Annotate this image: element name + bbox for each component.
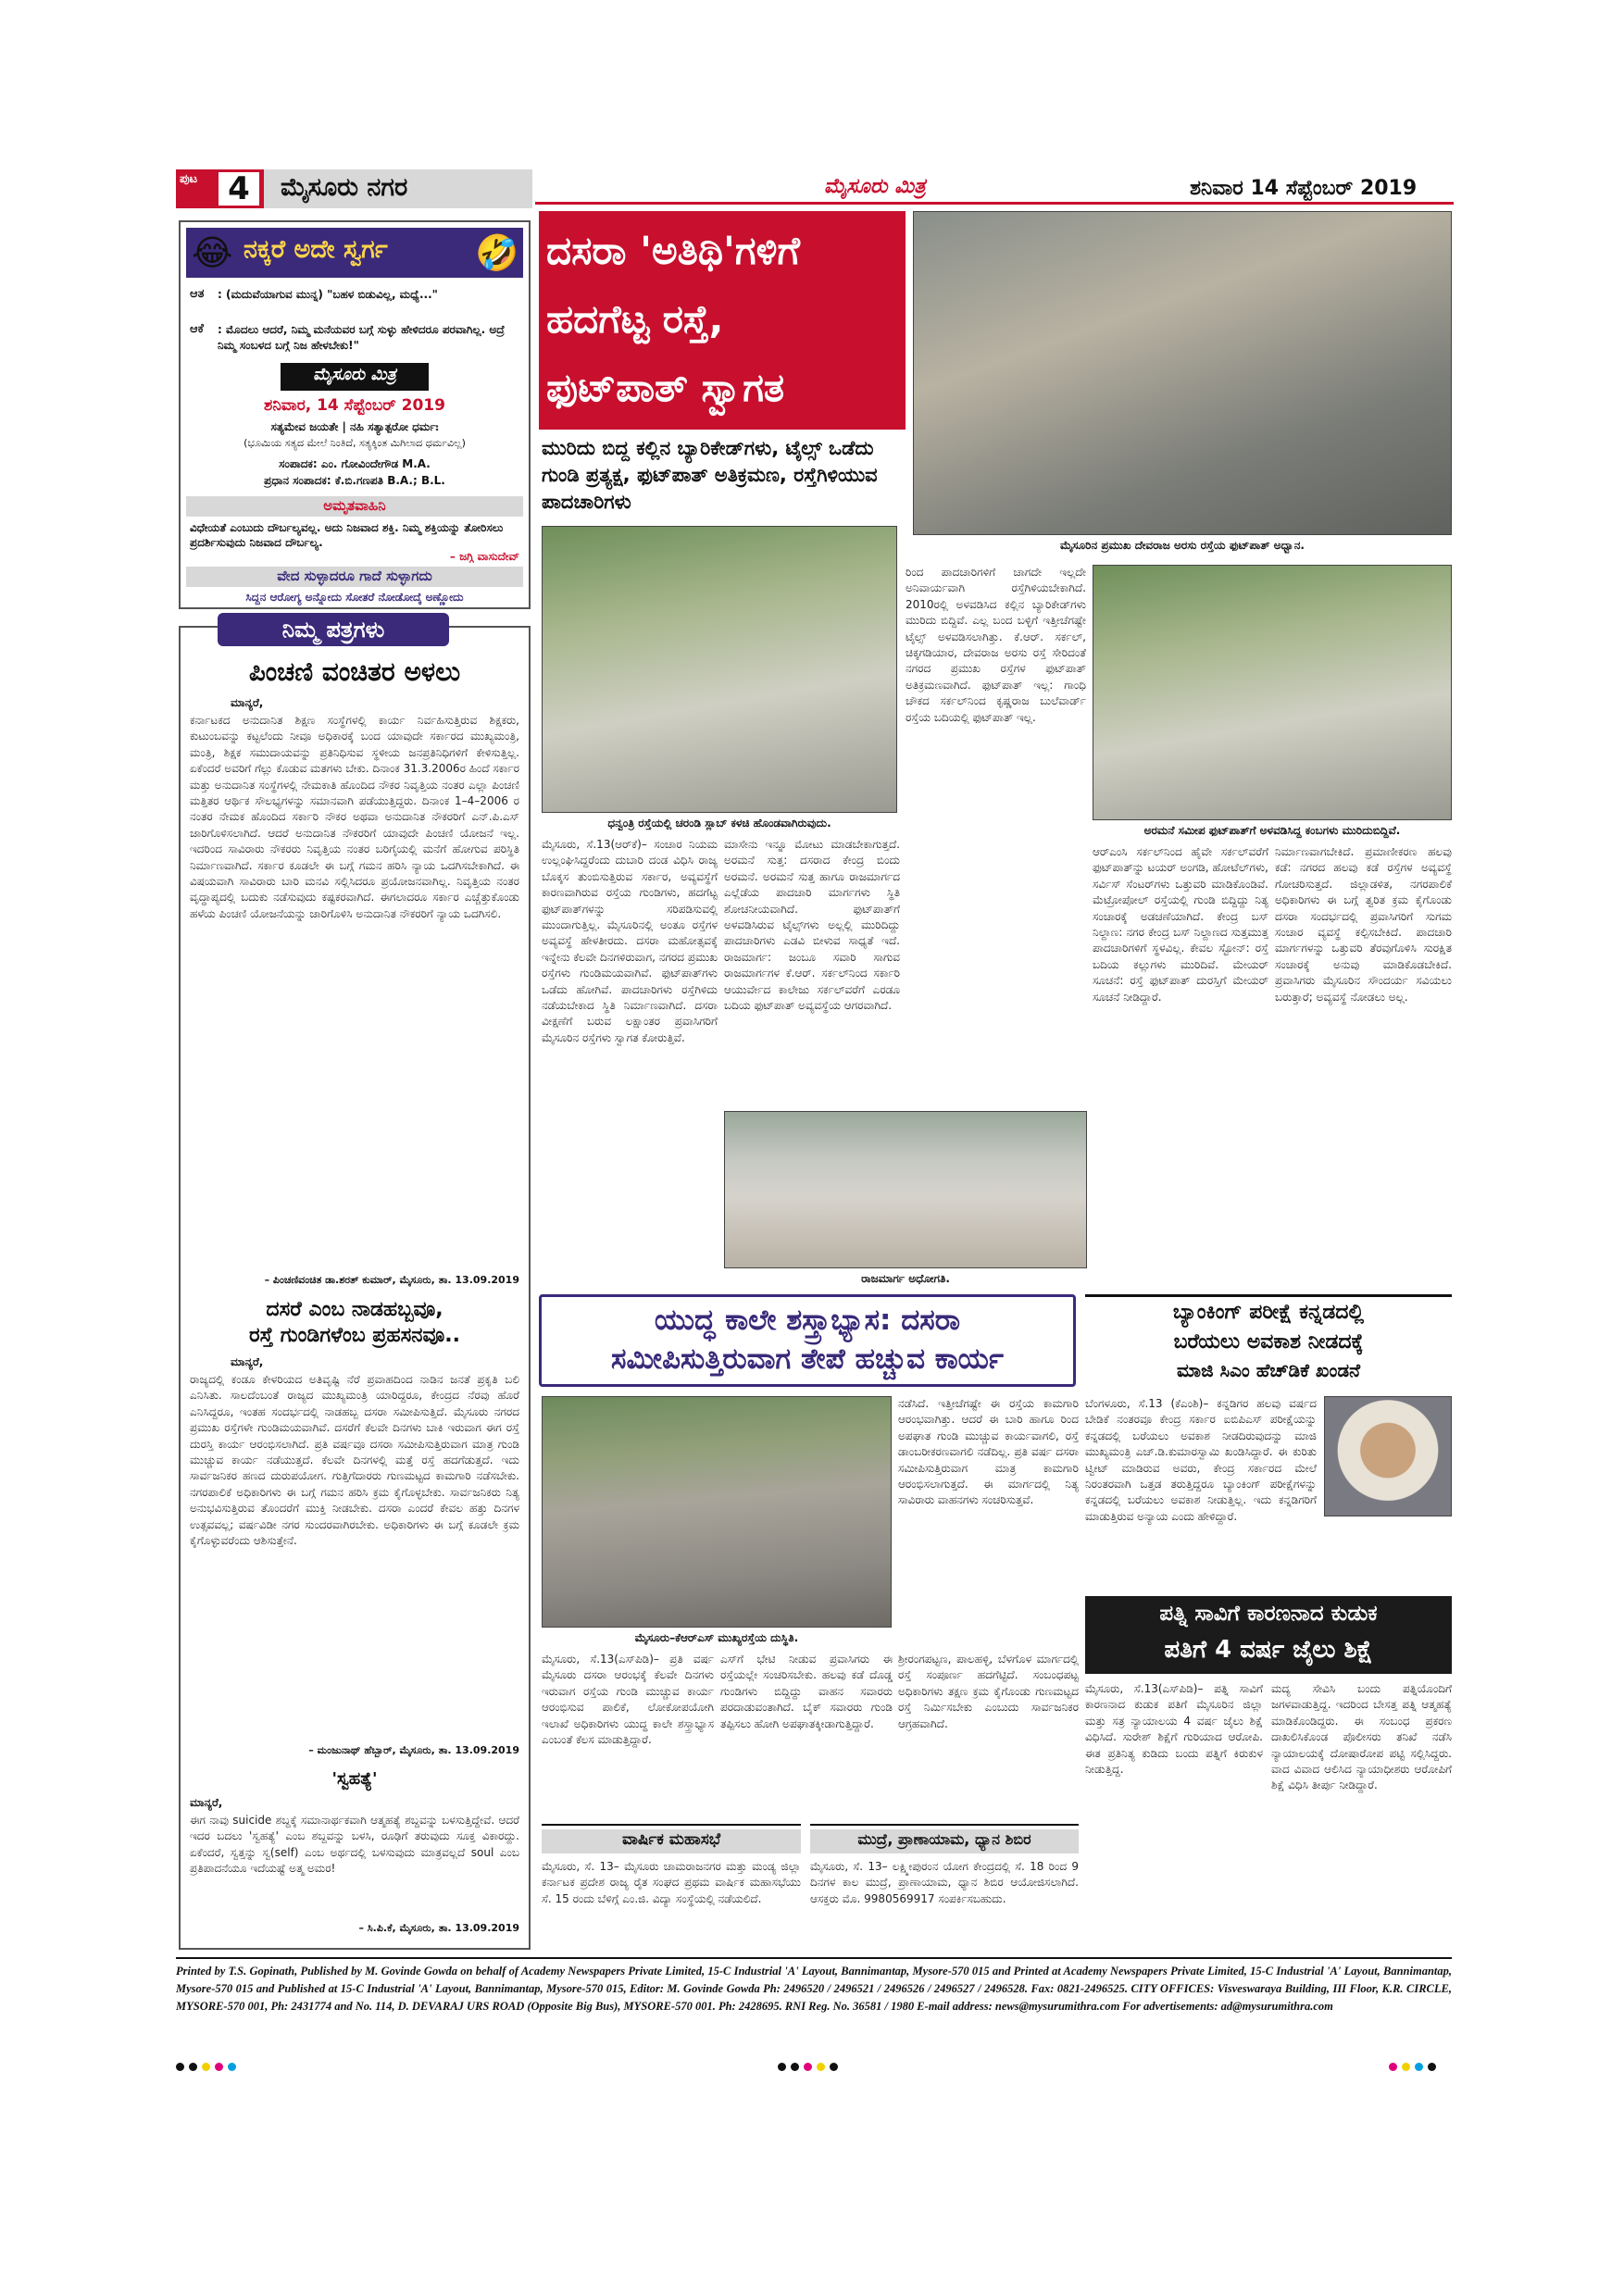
page-number: 4 (228, 170, 250, 207)
letters-section-title: ನಿಮ್ಮ ಪತ್ರಗಳು (281, 617, 385, 643)
humor-banner (186, 228, 523, 278)
humor-title: ನಕ್ಕರೆ ಅದೇ ಸ್ವರ್ಗ (244, 235, 388, 264)
letter-3-greeting: ಮಾನ್ಯರೆ, (190, 1796, 223, 1809)
crime-col-1: ಮೈಸೂರು, ಸೆ.13(ಎಸ್‌ಪಿಡಿ)– ಪತ್ನಿ ಸಾವಿಗೆ ಕಾರಣನಾದ ಕುಡುಕ ಪತಿಗೆ ಮೈಸೂರಿನ ಜಿಲ್ಲಾ ಮತ್ತು ಸತ್ರ ನ್ಯಾಯಾಲಯ 4 ವರ್ಷ ಜೈಲು ಶಿಕ್ಷೆ ವಿಧಿಸಿದೆ. ಸುರೇಶ್ ಶಿಕ್ಷೆಗೆ ಗುರಿಯಾದ ಆರೋಪಿ. ಈತ ಪ್ರತಿನಿತ್ಯ ಕುಡಿದು ಬಂದು ಪತ್ನಿಗೆ ಕಿರುಕುಳ ನೀಡುತ್ತಿದ್ದ. (1085, 1682, 1263, 1777)
letter-3-signature: – ಸಿ.ಪಿ.ಕೆ, ಮೈಸೂರು, ತಾ. 13.09.2019 (358, 1922, 519, 1934)
caption-drain: ಧನ್ವಂತ್ರಿ ರಸ್ತೆಯಲ್ಲಿ ಚರಂಡಿ ಸ್ಲಾಬ್ ಕಳಚಿ ಹೊಂಡವಾಗಿರುವುದು. (607, 817, 831, 830)
left-info-box (179, 220, 531, 609)
letter-1-greeting: ಮಾನ್ಯರೆ, (231, 696, 264, 709)
crime-headline-1: ಪತ್ನಿ ಸಾವಿಗೆ ಕಾರಣನಾದ ಕುಡುಕ (1159, 1602, 1378, 1626)
repair-headline-box (539, 1294, 1076, 1387)
crime-headline-2: ಪತಿಗೆ 4 ವರ್ಷ ಜೈಲು ಶಿಕ್ಷೆ (1164, 1636, 1373, 1664)
caption-footpath-main: ಮೈಸೂರಿನ ಪ್ರಮುಖ ದೇವರಾಜ ಅರಸು ರಸ್ತೆಯ ಫುಟ್‌ಪಾತ್ ಅಧ್ವಾನ. (1060, 539, 1305, 552)
amrutha-title-bar (186, 496, 523, 517)
letter-2-title-1: ದಸರೆ ಎಂಬ ನಾಡಹಬ್ಬವೂ, (266, 1298, 443, 1321)
letter-2-body: ರಾಜ್ಯದಲ್ಲಿ ಕಂಡೂ ಕೇಳರಿಯದ ಅತಿವೃಷ್ಟಿ ನೆರೆ ಪ್ರವಾಹದಿಂದ ನಾಡಿನ ಜನತೆ ಪ್ರಕೃತಿ ಬಲಿ ಎನಿಸಿತು. ಸಾಲದೆಂಬಂತೆ ರಾಜ್ಯದ ಮುಖ್ಯಮಂತ್ರಿ ಯಾರಿದ್ದರೂ, ಕೇಂದ್ರದ ನೆರವು ಹೊರೆ ಎನಿಸಿದ್ದರೂ, ಇಂತಹ ಸಂದರ್ಭದಲ್ಲಿ ನಾಡಹಬ್ಬ ದಸರಾ ಸಮೀಪಿಸುತ್ತಿದೆ. ಮೈಸೂರು ನಗರದ ಪ್ರಮುಖ ರಸ್ತೆಗಳೇ ಗುಂಡಿಮಯವಾಗಿವೆ. ದಸರೆಗೆ ಕೆಲವೇ ದಿನಗಳು ಬಾಕಿ ಇರುವಾಗ ಈಗ ರಸ್ತೆ ದುರಸ್ತಿ ಕಾರ್ಯ ಆರಂಭಿಸಲಾಗಿದೆ. ಪ್ರತಿ ವರ್ಷವೂ ದಸರಾ ಸಮೀಪಿಸುತ್ತಿರುವಾಗ ಮಾತ್ರ ಗುಂಡಿ ಮುಚ್ಚುವ ಕಾರ್ಯ ನಡೆಯುತ್ತದೆ. ಕೆಲವೇ ದಿನಗಳಲ್ಲಿ ಮತ್ತೆ ರಸ್ತೆ ಹದಗೆಡುತ್ತದೆ. ಇದು ಸಾರ್ವಜನಿಕರ ಹಣದ ದುರುಪಯೋಗ. ಗುತ್ತಿಗೆದಾರರು ಗುಣಮಟ್ಟದ ಕಾಮಗಾರಿ ನಡೆಸಬೇಕು. ನಗರಪಾಲಿಕೆ ಅಧಿಕಾರಿಗಳು ಈ ಬಗ್ಗೆ ಗಮನ ಹರಿಸಿ ಕ್ರಮ ಕೈಗೊಳ್ಳಬೇಕು. ಸಾರ್ವಜನಿಕರು ನಿತ್ಯ ಅನುಭವಿಸುತ್ತಿರುವ ತೊಂದರೆಗೆ ಮುಕ್ತಿ ನೀಡಬೇಕು. ದಸರಾ ಎಂದರೆ ಕೇವಲ ಹತ್ತು ದಿನಗಳ ಉತ್ಸವವಲ್ಲ; ವರ್ಷವಿಡೀ ನಗರ ಸುಂದರವಾಗಿರಬೇಕು. ಅಧಿಕಾರಿಗಳು ಈ ಬಗ್ಗೆ ಕೂಡಲೇ ಕ್ರಮ ಕೈಗೊಳ್ಳುವರೆಂದು ಆಶಿಸುತ್ತೇನೆ. (190, 1373, 519, 1548)
section-title: ಮೈಸೂರು ನಗರ (281, 173, 408, 202)
caption-cars: ರಾಜಮಾರ್ಗ ಅಧೋಗತಿ. (861, 1272, 950, 1285)
caption-krs-road: ಮೈಸೂರು–ಕೆಆರ್‌ಎಸ್ ಮುಖ್ಯರಸ್ತೆಯ ದುಸ್ಥಿತಿ. (634, 1631, 799, 1644)
page-label: ಪುಟ (180, 172, 198, 186)
letter-2-greeting: ಮಾನ್ಯರೆ, (231, 1355, 264, 1368)
registration-marks-left (176, 2057, 241, 2075)
registration-marks-right (1389, 2057, 1441, 2075)
motto-2: (ಭೂಮಿಯ ಸತ್ಯದ ಮೇಲೆ ನಿಂತಿದೆ, ಸತ್ಯಕ್ಕಿಂತ ಮಿಗಿಲಾದ ಧರ್ಮವಿಲ್ಲ) (244, 437, 466, 449)
imprint-text: Printed by T.S. Gopinath, Published by M. Govinde Gowda on behalf of Academy Newspapers Private Limited, 15-C Industrial 'A' Layout, Bannimantap, Mysore-570 015 and Printed at Academy Newspapers Private Limited, 15-C Industrial 'A' Layout, Bannimantap, Mysore-570 015 and Published at 15-C Industrial 'A' Layout, Bannimantap, Mysore-570 015, Editor: M. Govinde Gowda Ph: 2496520 / 2496521 / 2496526 / 2496527 / 2496528. Fax: 0821-2496525. CITY OFFICES: Visveswaraya Building, III Floor, K.R. CIRCLE, MYSORE-570 001, Ph: 2431774 and No. 114, D. DEVARAJ URS ROAD (Opposite Big Bus), MYSORE-570 001. Ph: 2428695. RNI Reg. No. 36581 / 1980 E-mail address: news@mysurumithra.com For advertisements: ad@mysurumithra.com (176, 1965, 1452, 2013)
photo-kumaraswamy (1324, 1396, 1452, 1516)
yoga-brief (810, 1824, 1079, 1949)
letter-2-signature: – ಮಂಜುನಾಥ್ ಹೆಬ್ಬಾರ್, ಮೈಸೂರು, ತಾ. 13.09.2019 (308, 1744, 519, 1756)
meeting-body: ಮೈಸೂರು, ಸೆ. 13– ಮೈಸೂರು ಚಾಮರಾಜನಗರ ಮತ್ತು ಮಂಡ್ಯ ಜಿಲ್ಲಾ ಕರ್ನಾಟಕ ಪ್ರದೇಶ ರಾಜ್ಯ ರೈತ ಸಂಘದ ಪ್ರಥಮ ವಾರ್ಷಿಕ ಮಹಾಸಭೆಯು ಸೆ. 15 ರಂದು ಬೆಳಿಗ್ಗೆ ಎಂ.ಜಿ. ವಿದ್ಯಾ ಸಂಸ್ಥೆಯಲ್ಲಿ ನಡೆಯಲಿದೆ. (542, 1860, 801, 1905)
lead-subhead: ಮುರಿದು ಬಿದ್ದ ಕಲ್ಲಿನ ಬ್ಯಾರಿಕೇಡ್‌ಗಳು, ಟೈಲ್ಸ್ ಒಡೆದು ಗುಂಡಿ ಪ್ರತ್ಯಕ್ಷ, ಫುಟ್‌ಪಾತ್ ಅತಿಕ್ರಮಣ, ರಸ್ತೆಗಿಳಿಯುವ ಪಾದಚಾರಿಗಳು (542, 437, 878, 513)
repair-col-a: ಮೈಸೂರು, ಸೆ.13(ಎಸ್‌ಪಿಡಿ)– ಪ್ರತಿ ವರ್ಷ ಮೈಸೂರು ದಸರಾ ಆರಂಭಕ್ಕೆ ಕೆಲವೇ ದಿನಗಳು ಇರುವಾಗ ರಸ್ತೆಯ ಗುಂಡಿ ಮುಚ್ಚುವ ಕಾರ್ಯ ಆರಂಭಿಸುವ ಪಾಲಿಕೆ, ಲೋಕೋಪಯೋಗಿ ಇಲಾಖೆ ಅಧಿಕಾರಿಗಳು ಯುದ್ಧ ಕಾಲೇ ಶಸ್ತ್ರಾಭ್ಯಾಸ ಎಂಬಂತೆ ಕೆಲಸ ಮಾಡುತ್ತಿದ್ದಾರೆ. (542, 1653, 714, 1747)
registration-marks-center (778, 2057, 843, 2075)
letter-3-body: ಈಗ ನಾವು suicide ಶಬ್ದಕ್ಕೆ ಸಮಾನಾರ್ಥಕವಾಗಿ ಆತ್ಮಹತ್ಯೆ ಶಬ್ದವನ್ನು ಬಳಸುತ್ತಿದ್ದೇವೆ. ಆದರೆ ಇದರ ಬದಲು 'ಸ್ವಹತ್ಯೆ' ಎಂಬ ಶಬ್ದವನ್ನು ಬಳಸಿ, ರೂಢಿಗೆ ತರುವುದು ಸೂಕ್ತ ವಿಕಾರದ್ದು. ಏಕೆಂದರೆ, ಸ್ವತ್ತನ್ನು ಸ್ವ(self) ಎಂಬ ಅರ್ಥದಲ್ಲಿ ಬಳಸುವುದು ಮಾತ್ರವಲ್ಲದೆ soul ಎಂಬ ಪ್ರತಿಪಾದನೆಯೂ ಇದೆಯಷ್ಟೆ ಅತ್ಮ ಅಮರ! (190, 1814, 519, 1876)
issue-date: ಶನಿವಾರ, 14 ಸೆಪ್ಟೆಂಬರ್ 2019 (264, 396, 445, 415)
crime-col-2: ಮದ್ಯ ಸೇವಿಸಿ ಬಂದು ಪತ್ನಿಯೊಂದಿಗೆ ಜಗಳವಾಡುತ್ತಿದ್ದ. ಇದರಿಂದ ಬೇಸತ್ತ ಪತ್ನಿ ಆತ್ಮಹತ್ಯೆ ಮಾಡಿಕೊಂಡಿದ್ದರು. ಈ ಸಂಬಂಧ ಪ್ರಕರಣ ದಾಖಲಿಸಿಕೊಂಡ ಪೊಲೀಸರು ತನಿಖೆ ನಡೆಸಿ ನ್ಯಾಯಾಲಯಕ್ಕೆ ದೋಷಾರೋಪ ಪಟ್ಟಿ ಸಲ್ಲಿಸಿದ್ದರು. ವಾದ ವಿವಾದ ಆಲಿಸಿದ ನ್ಯಾಯಾಧೀಶರು ಆರೋಪಿಗೆ ಶಿಕ್ಷೆ ವಿಧಿಸಿ ತೀರ್ಪು ನೀಡಿದ್ದಾರೆ. (1271, 1682, 1452, 1792)
yoga-body: ಮೈಸೂರು, ಸೆ. 13– ಲಕ್ಷ್ಮೀಪುರಂನ ಯೋಗ ಕೇಂದ್ರದಲ್ಲಿ ಸೆ. 18 ರಿಂದ 9 ದಿನಗಳ ಕಾಲ ಮುದ್ರೆ, ಪ್ರಾಣಾಯಾಮ, ಧ್ಯಾನ ಶಿಬಿರ ಆಯೋಜಿಸಲಾಗಿದೆ. ಆಸಕ್ತರು ಮೊ. 9980569917 ಸಂಪರ್ಕಿಸಬಹುದು. (810, 1860, 1079, 1905)
proverb-title-bar (186, 567, 523, 587)
letter-1-title: ಪಿಂಚಣಿ ವಂಚಿತರ ಅಳಲು (248, 656, 461, 687)
banking-headline-2: ಬರೆಯಲು ಅವಕಾಶ ನೀಡದಕ್ಕೆ (1173, 1330, 1364, 1354)
banking-headline-3: ಮಾಜಿ ಸಿಎಂ ಹೆಚ್‌ಡಿಕೆ ಖಂಡನೆ (1176, 1359, 1360, 1381)
page-label-box (176, 169, 264, 208)
letter-1-signature: – ಪಿಂಚಣಿವಂಚಿತ ಡಾ.ಶರತ್ ಕುಮಾರ್, ಮೈಸೂರು, ತಾ. 13.09.2019 (264, 1274, 519, 1286)
lead-col-4: ಆರ್‌ಎಂಸಿ ಸರ್ಕಲ್‌ನಿಂದ ಹೈವೇ ಸರ್ಕಲ್‌ವರೆಗೆ ಫುಟ್‌ಪಾತ್‌ನ್ನು ಟಯರ್ ಅಂಗಡಿ, ಹೋಟೆಲ್‌ಗಳು, ಸರ್ವಿಸ್ ಸೆಂಟರ್‌ಗಳು ಒತ್ತುವರಿ ಮಾಡಿಕೊಂಡಿವೆ. ಮೆಟ್ರೋಪೋಲ್ ರಸ್ತೆಯಲ್ಲಿ ಗುಂಡಿ ಬಿದ್ದಿದ್ದು ನಿತ್ಯ ಸಂಚಾರಕ್ಕೆ ಅಡಚಣೆಯಾಗಿದೆ. ಕೇಂದ್ರ ಬಸ್ ನಿಲ್ದಾಣ: ನಗರ ಕೇಂದ್ರ ಬಸ್ ನಿಲ್ದಾಣದ ಸುತ್ತಮುತ್ತ ಪಾದಚಾರಿಗಳಿಗೆ ಸ್ಥಳವಿಲ್ಲ. ಕೇವಲ ಸ್ಟೋನ್: ರಸ್ತೆ ಬದಿಯ ಕಲ್ಲುಗಳು ಮುರಿದಿವೆ. ಮೇಯರ್ ಸೂಚನೆ: ರಸ್ತೆ ಫುಟ್‌ಪಾತ್ ದುರಸ್ತಿಗೆ ಮೇಯರ್ ಸೂಚನೆ ನೀಡಿದ್ದಾರೆ. (1093, 845, 1268, 1004)
meeting-title: ವಾರ್ಷಿಕ ಮಹಾಸಭೆ (621, 1830, 721, 1849)
lead-col-3: ರಿಂದ ಪಾದಚಾರಿಗಳಿಗೆ ಚಾಗದೇ ಇಲ್ಲದೇ ಅನಿವಾರ್ಯವಾಗಿ ರಸ್ತೆಗಿಳಿಯಬೇಕಾಗಿದೆ. 2010ರಲ್ಲಿ ಅಳವಡಿಸಿದ ಕಲ್ಲಿನ ಬ್ಯಾರಿಕೇಡ್‌ಗಳು ಮುರಿದು ಬಿದ್ದಿವೆ. ಎಲ್ಲ ಬಂದ ಬಳ್ಳಿಗೆ ಇತ್ತೀಚೆಗಷ್ಟೇ ಟೈಲ್ಸ್ ಅಳವಡಿಸಲಾಗಿತ್ತು. ಕೆ.ಆರ್. ಸರ್ಕಲ್, ಚಿಕ್ಕಗಡಿಯಾರ, ದೇವರಾಜ ಅರಸು ರಸ್ತೆ ಸೇರಿದಂತೆ ನಗರದ ಪ್ರಮುಖ ರಸ್ತೆಗಳ ಫುಟ್‌ಪಾತ್ ಅತಿಕ್ರಮಣವಾಗಿದೆ. ಫುಟ್‌ಪಾತ್ ಇಲ್ಲ: ಗಾಂಧಿ ಚೌಕದ ಸರ್ಕಲ್‌ನಿಂದ ಕೃಷ್ಣರಾಜ ಬುಲೆವಾರ್ಡ್ ರಸ್ತೆಯ ಬದಿಯಲ್ಲಿ ಫುಟ್‌ಪಾತ್ ಇಲ್ಲ. (906, 566, 1086, 724)
repair-col-b: ಎಸ್‌ಗೆ ಭೇಟಿ ನೀಡುವ ಪ್ರವಾಸಿಗರು ಈ ರಸ್ತೆಯಲ್ಲೇ ಸಂಚರಿಸಬೇಕು. ಹಲವು ಕಡೆ ದೊಡ್ಡ ಗುಂಡಿಗಳು ಬಿದ್ದಿದ್ದು ವಾಹನ ಸವಾರರು ಪರದಾಡುವಂತಾಗಿದೆ. ಬೈಕ್ ಸವಾರರು ಗುಂಡಿ ತಪ್ಪಿಸಲು ಹೋಗಿ ಅಪಘಾತಕ್ಕೀಡಾಗುತ್ತಿದ್ದಾರೆ. (720, 1653, 893, 1730)
photo-drain (542, 526, 897, 813)
amrutha-text: ವಿಧೇಯತೆ ಎಂಬುದು ದೌರ್ಬಲ್ಯವಲ್ಲ. ಅದು ನಿಜವಾದ ಶಕ್ತಿ. ನಿಮ್ಮ ಶಕ್ತಿಯನ್ನು ತೋರಿಸಲು ಪ್ರದರ್ಶಿಸುವುದು ನಿಜವಾದ ದೌರ್ಬಲ್ಯ. (190, 521, 504, 549)
paper-logo-box (281, 363, 429, 391)
banking-headline-box (1085, 1294, 1452, 1387)
humor-line-2: : ಮೊದಲು ಆದರೆ, ನಿಮ್ಮ ಮನೆಯವರ ಬಗ್ಗೆ ಸುಳ್ಳು ಹೇಳಿದರೂ ಪರವಾಗಿಲ್ಲ. ಅದ್ರೆ ನಿಮ್ಮ ಸಂಬಳದ ಬಗ್ಗೆ ನಿಜ ಹೇಳಬೇಕು!" (218, 323, 506, 352)
masthead-rule (535, 202, 1454, 205)
proverb-title: ವೇದ ಸುಳ್ಳಾದರೂ ಗಾದೆ ಸುಳ್ಳಾಗದು (277, 568, 432, 584)
caption-bollards: ಅರಮನೆ ಸಮೀಪ ಫುಟ್‌ಪಾತ್‌ಗೆ ಅಳವಡಿಸಿದ್ದ ಕಂಬಗಳು ಮುರಿದುಬಿದ್ದಿವೆ. (1143, 824, 1401, 837)
crime-headline-box (1085, 1596, 1452, 1674)
letters-column (179, 617, 531, 1950)
paper-name-small: ಮೈಸೂರು ಮಿತ್ರ (824, 175, 926, 198)
photo-footpath-main (913, 211, 1452, 535)
lead-headline-line-2: ಹದಗೆಟ್ಟ ರಸ್ತೆ, (546, 296, 724, 342)
editor-line: ಸಂಪಾದಕ: ಎಂ. ಗೋವಿಂದೇಗೌಡ M.A. (279, 457, 431, 470)
lead-headline-box (539, 211, 906, 430)
repair-headline-2: ಸಮೀಪಿಸುತ್ತಿರುವಾಗ ತೇಪೆ ಹಚ್ಚುವ ಕಾರ್ಯ (611, 1342, 1004, 1376)
repair-col-c: ಶ್ರೀರಂಗಪಟ್ಟಣ, ಪಾಲಹಳ್ಳಿ, ಬೆಳಗೊಳ ಮಾರ್ಗದಲ್ಲಿ ರಸ್ತೆ ಸಂಪೂರ್ಣ ಹದಗೆಟ್ಟಿದೆ. ಸಂಬಂಧಪಟ್ಟ ಅಧಿಕಾರಿಗಳು ತಕ್ಷಣ ಕ್ರಮ ಕೈಗೊಂಡು ಗುಣಮಟ್ಟದ ರಸ್ತೆ ನಿರ್ಮಿಸಬೇಕು ಎಂಬುದು ಸಾರ್ವಜನಿಕರ ಆಗ್ರಹವಾಗಿದೆ. (898, 1653, 1079, 1730)
letters-section-header (218, 613, 449, 646)
repair-headline-1: ಯುದ್ಧ ಕಾಲೇ ಶಸ್ತ್ರಾಭ್ಯಾಸ: ದಸರಾ (654, 1304, 961, 1337)
yoga-title: ಮುದ್ರೆ, ಪ್ರಾಣಾಯಾಮ, ಧ್ಯಾನ ಶಿಬಿರ (857, 1830, 1031, 1848)
lead-col-1: ಮೈಸೂರು, ಸೆ.13(ಆರ್‌ಕೆ)– ಸಂಚಾರ ನಿಯಮ ಉಲ್ಲಂಘಿಸಿದ್ದರೆಂದು ದುಬಾರಿ ದಂಡ ವಿಧಿಸಿ ರಾಜ್ಯ ಬೊಕ್ಕಸ ತುಂಬಿಸುತ್ತಿರುವ ಸರ್ಕಾರ, ಅವ್ಯವಸ್ಥೆಗೆ ಕಾರಣವಾಗಿರುವ ರಸ್ತೆಯ ಗುಂಡಿಗಳು, ಹದಗೆಟ್ಟ ಫುಟ್‌ಪಾತ್‌ಗಳನ್ನು ಸರಿಪಡಿಸುವಲ್ಲಿ ಮುಂದಾಗುತ್ತಿಲ್ಲ. ಮೈಸೂರಿನಲ್ಲಿ ಅಂತೂ ರಸ್ತೆಗಳ ಅವ್ಯವಸ್ಥೆ ಹೇಳತೀರದು. ದಸರಾ ಮಹೋತ್ಸವಕ್ಕೆ ಇನ್ನೇನು ಕೆಲವೇ ದಿನಗಳಿರುವಾಗ, ನಗರದ ಪ್ರಮುಖ ರಸ್ತೆಗಳು ಗುಂಡಿಮಯವಾಗಿವೆ. ಫುಟ್‌ಪಾತ್‌ಗಳು ಒಡೆದು ಹೋಗಿವೆ. ಪಾದಚಾರಿಗಳು ರಸ್ತೆಗಿಳಿದು ನಡೆಯಬೇಕಾದ ಸ್ಥಿತಿ ನಿರ್ಮಾಣವಾಗಿದೆ. ದಸರಾ ವೀಕ್ಷಣೆಗೆ ಬರುವ ಲಕ್ಷಾಂತರ ಪ್ರವಾಸಿಗರಿಗೆ ಮೈಸೂರಿನ ರಸ್ತೆಗಳು ಸ್ವಾಗತ ಕೋರುತ್ತಿವೆ. (542, 838, 718, 1044)
banking-body: ಬೆಂಗಳೂರು, ಸೆ.13 (ಕೆಎಂಶಿ)– ಕನ್ನಡಿಗರ ಹಲವು ವರ್ಷದ ಬೇಡಿಕೆ ನಂತರವೂ ಕೇಂದ್ರ ಸರ್ಕಾರ ಐಬಿಪಿಎಸ್ ಪರೀಕ್ಷೆಯನ್ನು ಕನ್ನಡದಲ್ಲಿ ಬರೆಯಲು ಅವಕಾಶ ನೀಡದಿರುವುದನ್ನು ಮಾಜಿ ಮುಖ್ಯಮಂತ್ರಿ ಎಚ್.ಡಿ.ಕುಮಾರಸ್ವಾಮಿ ಖಂಡಿಸಿದ್ದಾರೆ. ಈ ಕುರಿತು ಟ್ವೀಟ್ ಮಾಡಿರುವ ಅವರು, ಕೇಂದ್ರ ಸರ್ಕಾರದ ಮೇಲೆ ನಿರಂತರವಾಗಿ ಒತ್ತಡ ತರುತ್ತಿದ್ದರೂ ಬ್ಯಾಂಕಿಂಗ್ ಪರೀಕ್ಷೆಗಳನ್ನು ಕನ್ನಡದಲ್ಲಿ ಬರೆಯಲು ಅವಕಾಶ ನೀಡುತ್ತಿಲ್ಲ. ಇದು ಕನ್ನಡಿಗರಿಗೆ ಮಾಡುತ್ತಿರುವ ಅನ್ಯಾಯ ಎಂದು ಹೇಳಿದ್ದಾರೆ. (1085, 1397, 1317, 1523)
repair-col-right: ನಡೆಸಿದೆ. ಇತ್ತೀಚೆಗಷ್ಟೇ ಈ ರಸ್ತೆಯ ಕಾಮಗಾರಿ ಆರಂಭವಾಗಿತ್ತು. ಆದರೆ ಈ ಬಾರಿ ಹಾಗೂ ರಿಂದ ಅಪಘಾತ ಗುಂಡಿ ಮುಚ್ಚುವ ಕಾರ್ಯವಾಗಲಿ, ರಸ್ತೆ ಡಾಂಬರೀಕರಣವಾಗಲಿ ನಡೆದಿಲ್ಲ. ಪ್ರತಿ ವರ್ಷ ದಸರಾ ಸಮೀಪಿಸುತ್ತಿರುವಾಗ ಮಾತ್ರ ಕಾಮಗಾರಿ ಆರಂಭಿಸಲಾಗುತ್ತದೆ. ಈ ಮಾರ್ಗದಲ್ಲಿ ನಿತ್ಯ ಸಾವಿರಾರು ವಾಹನಗಳು ಸಂಚರಿಸುತ್ತವೆ. (898, 1397, 1079, 1507)
laughing-face-icon: 😂 (192, 232, 233, 273)
banking-headline-1: ಬ್ಯಾಂಕಿಂಗ್ ಪರೀಕ್ಷೆ ಕನ್ನಡದಲ್ಲಿ (1172, 1301, 1365, 1324)
letter-3-title: 'ಸ್ವಹತ್ಯೆ' (331, 1769, 378, 1789)
section-bar (264, 169, 532, 208)
lead-headline-line-3: ಫುಟ್‌ಪಾತ್ ಸ್ವಾಗತ (546, 365, 785, 410)
humor-tag-2: ಆಕೆ (190, 322, 204, 336)
lead-col-5: ನಿರ್ಮಾಣವಾಗಬೇಕಿದೆ. ಪ್ರಮಾಣೀಕರಣ ಹಲವು ಕಡೆ: ನಗರದ ಹಲವು ಕಡೆ ರಸ್ತೆಗಳ ಅವ್ಯವಸ್ಥೆ ಗೋಚರಿಸುತ್ತದೆ. ಜಿಲ್ಲಾಡಳಿತ, ನಗರಪಾಲಿಕೆ ಅಧಿಕಾರಿಗಳು ಈ ಬಗ್ಗೆ ತ್ವರಿತ ಕ್ರಮ ಕೈಗೊಂಡು ದಸರಾ ಸಂದರ್ಭದಲ್ಲಿ ಪ್ರವಾಸಿಗರಿಗೆ ಸುಗಮ ಸಂಚಾರ ವ್ಯವಸ್ಥೆ ಕಲ್ಪಿಸಬೇಕಿದೆ. ಪಾದಚಾರಿ ಮಾರ್ಗಗಳನ್ನು ಒತ್ತುವರಿ ತೆರವುಗೊಳಿಸಿ ಸುರಕ್ಷಿತ ಸಂಚಾರಕ್ಕೆ ಅನುವು ಮಾಡಿಕೊಡಬೇಕಿದೆ. ಪ್ರವಾಸಿಗರು ಮೈಸೂರಿನ ಸೌಂದರ್ಯ ಸವಿಯಲು ಬರುತ್ತಾರೆ; ಅವ್ಯವಸ್ಥೆ ನೋಡಲು ಅಲ್ಲ. (1275, 845, 1452, 1004)
imprint-rule (176, 1957, 1452, 1959)
photo-bollards (1093, 565, 1452, 820)
lead-headline-line-1: ದಸರಾ 'ಅತಿಥಿ'ಗಳಿಗೆ (546, 228, 800, 273)
laughing-face-icon-right: 🤣 (475, 232, 519, 273)
motto-1: ಸತ್ಯಮೇವ ಜಯತೇ | ನಹಿ ಸತ್ಯಾತ್ಪರೋ ಧರ್ಮಃ (270, 420, 439, 433)
photo-krs-road (542, 1396, 892, 1628)
amrutha-title: ಅಮೃತವಾಹಿನಿ (323, 497, 386, 514)
photo-cars (724, 1111, 1087, 1268)
meeting-brief (542, 1824, 801, 1949)
meeting-title-bar (542, 1829, 801, 1853)
humor-tag-1: ಆತ (190, 287, 205, 301)
amrutha-author: – ಜಗ್ಗಿ ವಾಸುದೇವ್ (449, 550, 519, 563)
masthead-date: ಶನಿವಾರ 14 ಸೆಪ್ಟೆಂಬರ್ 2019 (1190, 177, 1418, 200)
yoga-title-bar (810, 1829, 1079, 1853)
humor-line-1: : (ಮದುವೆಯಾಗುವ ಮುನ್ನ) "ಬಹಳ ಬಿಡುವಿಲ್ಲ, ಮಧ್ಯೆ..." (218, 288, 438, 301)
letter-1-body: ಕರ್ನಾಟಕದ ಅನುದಾನಿತ ಶಿಕ್ಷಣ ಸಂಸ್ಥೆಗಳಲ್ಲಿ ಕಾರ್ಯ ನಿರ್ವಹಿಸುತ್ತಿರುವ ಶಿಕ್ಷಕರು, ಕುಟುಂಬವನ್ನು ಕಟ್ಟಲೆಂದು ನೀವೂ ಅಧಿಕಾರಕ್ಕೆ ಬಂದ ಯಾವುದೇ ಸರ್ಕಾರದ ಮುಖ್ಯಮಂತ್ರಿ, ಮಂತ್ರಿ, ಶಿಕ್ಷಕ ಸಮುದಾಯವನ್ನು ಪ್ರತಿನಿಧಿಸುವ ಸ್ಥಳೀಯ ಜನಪ್ರತಿನಿಧಿಗಳಿಗೆ ಕೇಳಿಸುತ್ತಿಲ್ಲ. ಏಕೆಂದರೆ ಅವರಿಗೆ ಗೆಲ್ಲು ಕೊಡುವ ಮತಗಳು ಬೇಕು. ದಿನಾಂಕ 31.3.2006ರ ಹಿಂದೆ ಸರ್ಕಾರ ಮತ್ತು ಅನುದಾನಿತ ಸಂಸ್ಥೆಗಳಲ್ಲಿ ನೇಮಕಾತಿ ಹೊಂದಿದ ನೌಕರ ನಿವೃತ್ತಿಯ ನಂತರ ಎಲ್ಲಾ ಪಿಂಚಣಿ ಮತ್ತಿತರ ಆರ್ಥಿಕ ಸೌಲಭ್ಯಗಳನ್ನು ಸಮಾನವಾಗಿ ಪಡೆಯುತ್ತಿದ್ದರು. ದಿನಾಂಕ 1–4–2006 ರ ನಂತರ ನೇಮಕ ಹೊಂದಿದ ಸರ್ಕಾರಿ ನೌಕರ ಅಥವಾ ಅನುದಾನಿತ ನೌಕರರಿಗೆ ಎನ್‌.ಪಿ.ಎಸ್‌ ಜಾರಿಗೊಳಿಸಲಾಗಿದೆ. ಆದರೆ ಅನುದಾನಿತ ನೌಕರರಿಗೆ ಯಾವುದೇ ಪಿಂಚಣಿ ಯೋಜನೆ ಇಲ್ಲ. ಇದರಿಂದ ಸಾವಿರಾರು ನೌಕರರು ನಿವೃತ್ತಿಯ ನಂತರ ಬರಿಗೈಯಲ್ಲಿ ಮನೆಗೆ ಹೋಗುವ ಪರಿಸ್ಥಿತಿ ನಿರ್ಮಾಣವಾಗಿದೆ. ಸರ್ಕಾರ ಕೂಡಲೇ ಈ ಬಗ್ಗೆ ಗಮನ ಹರಿಸಿ ನ್ಯಾಯ ಒದಗಿಸಬೇಕಾಗಿದೆ. ಈ ವಿಷಯವಾಗಿ ಸಾವಿರಾರು ಬಾರಿ ಮನವಿ ಸಲ್ಲಿಸಿದರೂ ಪ್ರಯೋಜನವಾಗಿಲ್ಲ. ನಿವೃತ್ತಿಯ ನಂತರ ವೃದ್ಧಾಪ್ಯದಲ್ಲಿ ಬದುಕು ನಡೆಸುವುದು ಕಷ್ಟಕರವಾಗಿದೆ. ಈಗಲಾದರೂ ಸರ್ಕಾರ ಎಚ್ಚೆತ್ತುಕೊಂಡು ಹಳೆಯ ಪಿಂಚಣಿ ಯೋಜನೆಯನ್ನು ಜಾರಿಗೊಳಿಸಿ ಅನುದಾನಿತ ನೌಕರರಿಗೆ ನ್ಯಾಯ ಒದಗಿಸಲಿ. (190, 714, 519, 920)
proverb-text: ಸಿದ್ದನ ಆರೋಗ್ಯ ಅನ್ನೋದು ಸೋತರೆ ನೋಡೋದ್ಕೆ ಅಣ್ಣೋದು (245, 591, 464, 604)
lead-col-2: ಮಾಸೇನು ಇನ್ನೂ ಮೋಟು ಮಾಡಬೇಕಾಗುತ್ತದೆ. ಅರಮನೆ ಸುತ್ತ: ದಸರಾದ ಕೇಂದ್ರ ಬಿಂದು ಅರಮನೆ. ಅರಮನೆ ಸುತ್ತ ಹಾಗೂ ರಾಜಮಾರ್ಗದ ಎಲ್ಲೆಡೆಯ ಪಾದಚಾರಿ ಮಾರ್ಗಗಳು ಸ್ಥಿತಿ ಶೋಚನೀಯವಾಗಿದೆ. ಫುಟ್‌ಪಾತ್‌ಗೆ ಅಳವಡಿಸಿರುವ ಟೈಲ್ಸ್‌ಗಳು ಅಲ್ಲಲ್ಲಿ ಮುರಿದಿದ್ದು ಪಾದಚಾರಿಗಳು ಎಡವಿ ಬೀಳುವ ಸಾಧ್ಯತೆ ಇದೆ. ರಾಜಮಾರ್ಗ: ಜಂಬೂ ಸವಾರಿ ಸಾಗುವ ರಾಜಮಾರ್ಗಗಳ ಕೆ.ಆರ್. ಸರ್ಕಲ್‌ನಿಂದ ಸರ್ಕಾರಿ ಆಯುರ್ವೇದ ಕಾಲೇಜು ಸರ್ಕಲ್‌ವರೆಗೆ ಎರಡೂ ಬದಿಯ ಫುಟ್‌ಪಾತ್ ಅವ್ಯವಸ್ಥೆಯ ಆಗರವಾಗಿದೆ. (724, 838, 900, 1013)
paper-logo: ಮೈಸೂರು ಮಿತ್ರ (313, 365, 396, 384)
chief-editor-line: ಪ್ರಧಾನ ಸಂಪಾದಕ: ಕೆ.ಬಿ.ಗಣಪತಿ B.A.; B.L. (264, 474, 445, 487)
letter-2-title-2: ರಸ್ತೆ ಗುಂಡಿಗಳೆಂಬ ಪ್ರಹಸನವೂ.. (249, 1324, 460, 1347)
